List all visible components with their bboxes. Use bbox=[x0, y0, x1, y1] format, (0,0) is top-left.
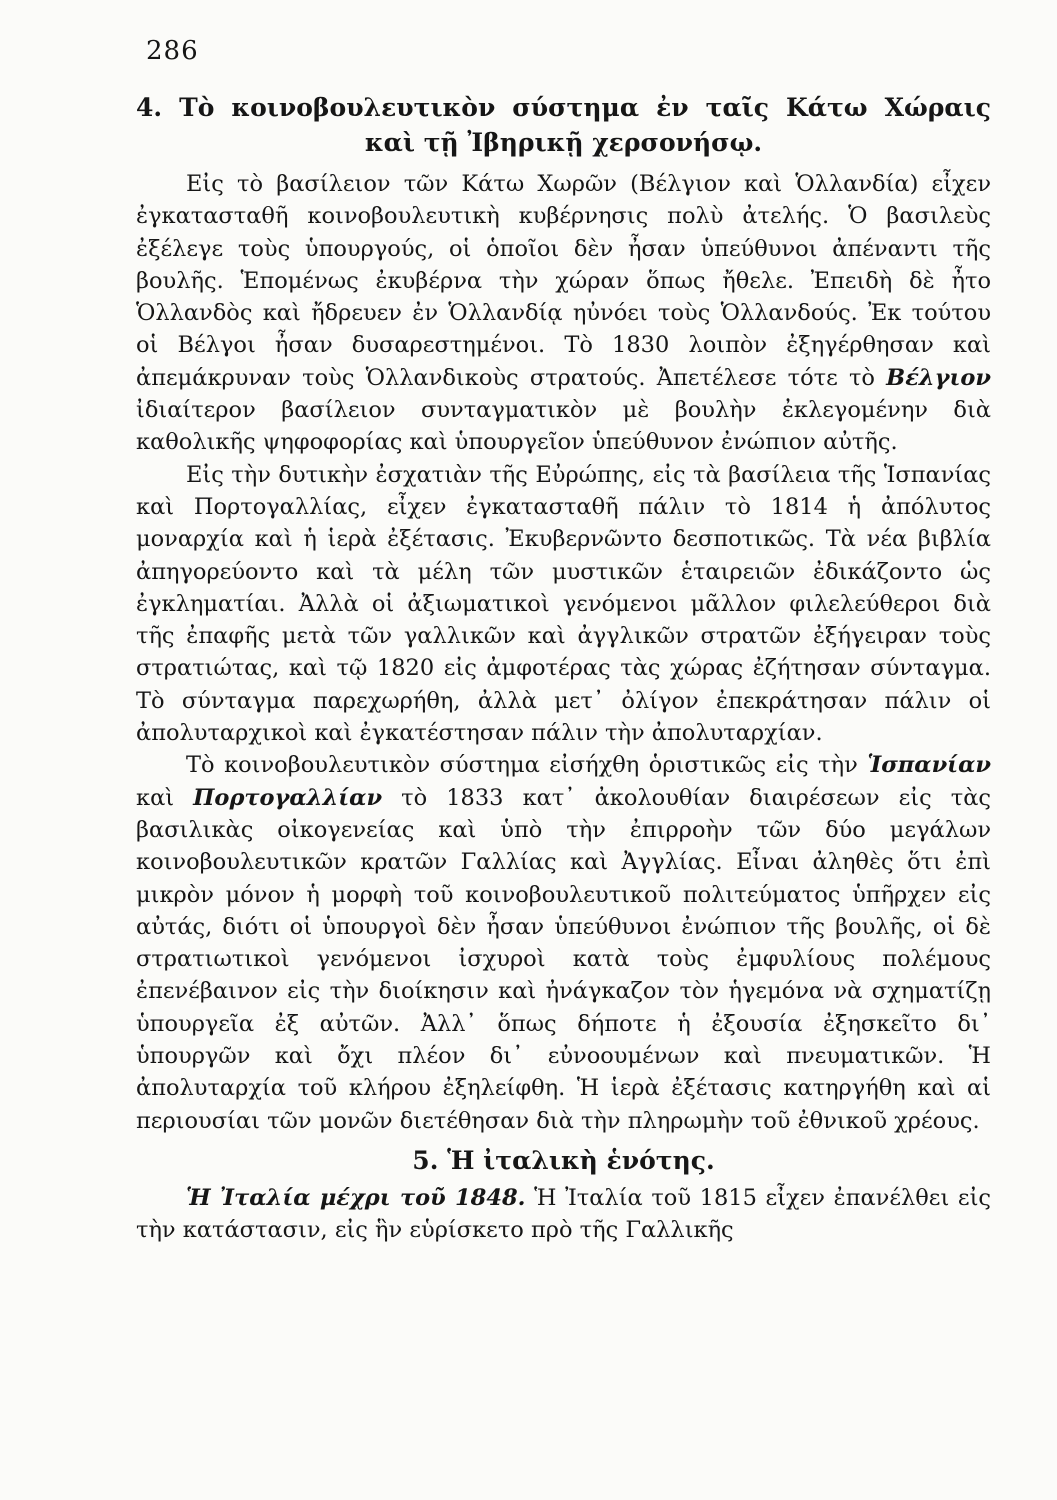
paragraph-parliamentary-system bbox=[136, 749, 991, 1137]
paragraph-text: τὸ 1833 κατ᾽ ἀκολουθίαν διαιρέσεων εἰς τὰς βασιλικὰς οἰκογενείας καὶ ὑπὸ τὴν ἐπιρροὴν τῶν δύο μεγάλων κοινοβουλευτικῶν κρατῶν Γαλλίας καὶ Ἀγγλίας. Εἶναι ἀληθὲς ὅτι ἐπὶ μικρὸν μόνον ἡ μορφὴ τοῦ κοινοβουλευτικοῦ πολιτεύματος ὑπῆρχεν εἰς αὐτάς, διότι οἱ ὑπουργοὶ δὲν ἦσαν ὑπεύθυνοι ἐνώπιον τῆς βουλῆς, οἱ δὲ στρατιωτικοὶ γενόμενοι ἰσχυροὶ κατὰ τοὺς ἐμφυλίους πολέμους ἐπενέβαινον εἰς τὴν διοίκησιν καὶ ἠνάγκαζον τὸν ἡγεμόνα νὰ σχηματίζῃ ὑπουργεῖα ἐξ αὐτῶν. Ἀλλ᾽ ὅπως δήποτε ἡ ἐξουσία ἐξησκεῖτο δι᾽ ὑπουργῶν καὶ ὄχι πλέον δι᾽ εὐνοουμένων καὶ πνευματικῶν. Ἡ ἀπολυταρχία τοῦ κλήρου ἐξηλείφθη. Ἡ ἱερὰ ἐξέτασις κατηργήθη καὶ αἱ περιουσίαι τῶν μονῶν διετέθησαν διὰ τὴν πληρωμὴν τοῦ ἐθνικοῦ χρέους. bbox=[136, 784, 991, 1134]
emphasis-italy-1848: Ἡ Ἰταλία μέχρι τοῦ 1848. bbox=[186, 1184, 526, 1211]
section-5-title: 5. Ἡ ἰταλικὴ ἑνότης. bbox=[412, 1145, 715, 1175]
paragraph-iberia: Εἰς τὴν δυτικὴν ἐσχατιὰν τῆς Εὐρώπης, εἰς τὰ βασίλεια τῆς Ἱσπανίας καὶ Πορτογαλλίας, εἶχεν ἐγκατασταθῆ πάλιν τὸ 1814 ἡ ἀπόλυτος μοναρχία καὶ ἡ ἱερὰ ἐξέτασις. Ἐκυβερνῶντο δεσποτικῶς. Τὰ νέα βιβλία ἀπηγορεύοντο καὶ τὰ μέλη τῶν μυστικῶν ἑταιρειῶν ἐδικάζοντο ὡς ἐγκληματίαι. Ἀλλὰ οἱ ἀξιωματικοὶ γενόμενοι μᾶλλον φιλελεύθεροι διὰ τῆς ἐπαφῆς μετὰ τῶν γαλλικῶν καὶ ἀγγλικῶν στρατῶν ἐξήγειραν τοὺς στρατιώτας, καὶ τῷ 1820 εἰς ἀμφοτέρας τὰς χώρας ἐζήτησαν σύνταγμα. Τὸ σύνταγμα παρεχωρήθη, ἀλλὰ μετ᾽ ὀλίγον ἐπεκράτησαν πάλιν οἱ ἀπολυταρχικοὶ καὶ ἐγκατέστησαν πάλιν τὴν ἀπολυταρχίαν. bbox=[136, 461, 991, 747]
section-4-title-line-2: καὶ τῇ Ἰβηρικῇ χερσονήσῳ. bbox=[364, 128, 763, 157]
emphasis-portugal: Πορτογαλλίαν bbox=[193, 784, 383, 811]
paragraph-text: Ἡ Ἰταλία τοῦ 1815 εἶχεν ἐπανέλθει εἰς τὴν κατάστασιν, εἰς ἣν εὑρίσκετο πρὸ τῆς Γαλλικῆς bbox=[136, 1184, 992, 1244]
paragraph-low-countries bbox=[136, 168, 991, 459]
page-number: 286 bbox=[146, 36, 199, 66]
section-4-title-line-1: 4. Τὸ κοινοβουλευτικὸν σύστημα ἐν ταῖς Κάτω Χώραις bbox=[136, 93, 991, 122]
paragraph-text: ἰδιαίτερον βασίλειον συνταγματικὸν μὲ βουλὴν ἐκλεγομένην διὰ καθολικῆς ψηφοφορίας καὶ ὑπουργεῖον ὑπεύθυνον ἐνώπιον αὐτῆς. bbox=[136, 397, 991, 456]
paragraph-text: Τὸ κοινοβουλευτικὸν σύστημα εἰσήχθη ὁριστικῶς εἰς τὴν bbox=[186, 752, 858, 779]
emphasis-spain: Ἱσπανίαν bbox=[867, 752, 991, 779]
emphasis-belgium: Βέλγιον bbox=[886, 364, 992, 391]
paragraph-italy bbox=[136, 1182, 991, 1247]
paragraph-text: καὶ bbox=[136, 784, 175, 811]
paragraph-text: Εἰς τὸ βασίλειον τῶν Κάτω Χωρῶν (Βέλγιον καὶ Ὁλλανδία) εἶχεν ἐγκατασταθῆ κοινοβουλευτικὴ κυβέρνησις πολὺ ἀτελής. Ὁ βασιλεὺς ἐξέλεγε τοὺς ὑπουργούς, οἱ ὁποῖοι δὲν ἦσαν ὑπεύθυνοι ἀπέναντι τῆς βουλῆς. Ἑπομένως ἐκυβέρνα τὴν χώραν ὅπως ἤθελε. Ἐπειδὴ δὲ ἦτο Ὁλλανδὸς καὶ ἤδρευεν ἐν Ὁλλανδίᾳ ηὐνόει τοὺς Ὁλλανδούς. Ἐκ τούτου οἱ Βέλγοι ἦσαν δυσαρεστημένοι. Τὸ 1830 λοιπὸν ἐξηγέρθησαν καὶ ἀπεμάκρυναν τοὺς Ὁλλανδικοὺς στρατούς. Ἀπετέλεσε τότε τὸ bbox=[136, 171, 991, 391]
